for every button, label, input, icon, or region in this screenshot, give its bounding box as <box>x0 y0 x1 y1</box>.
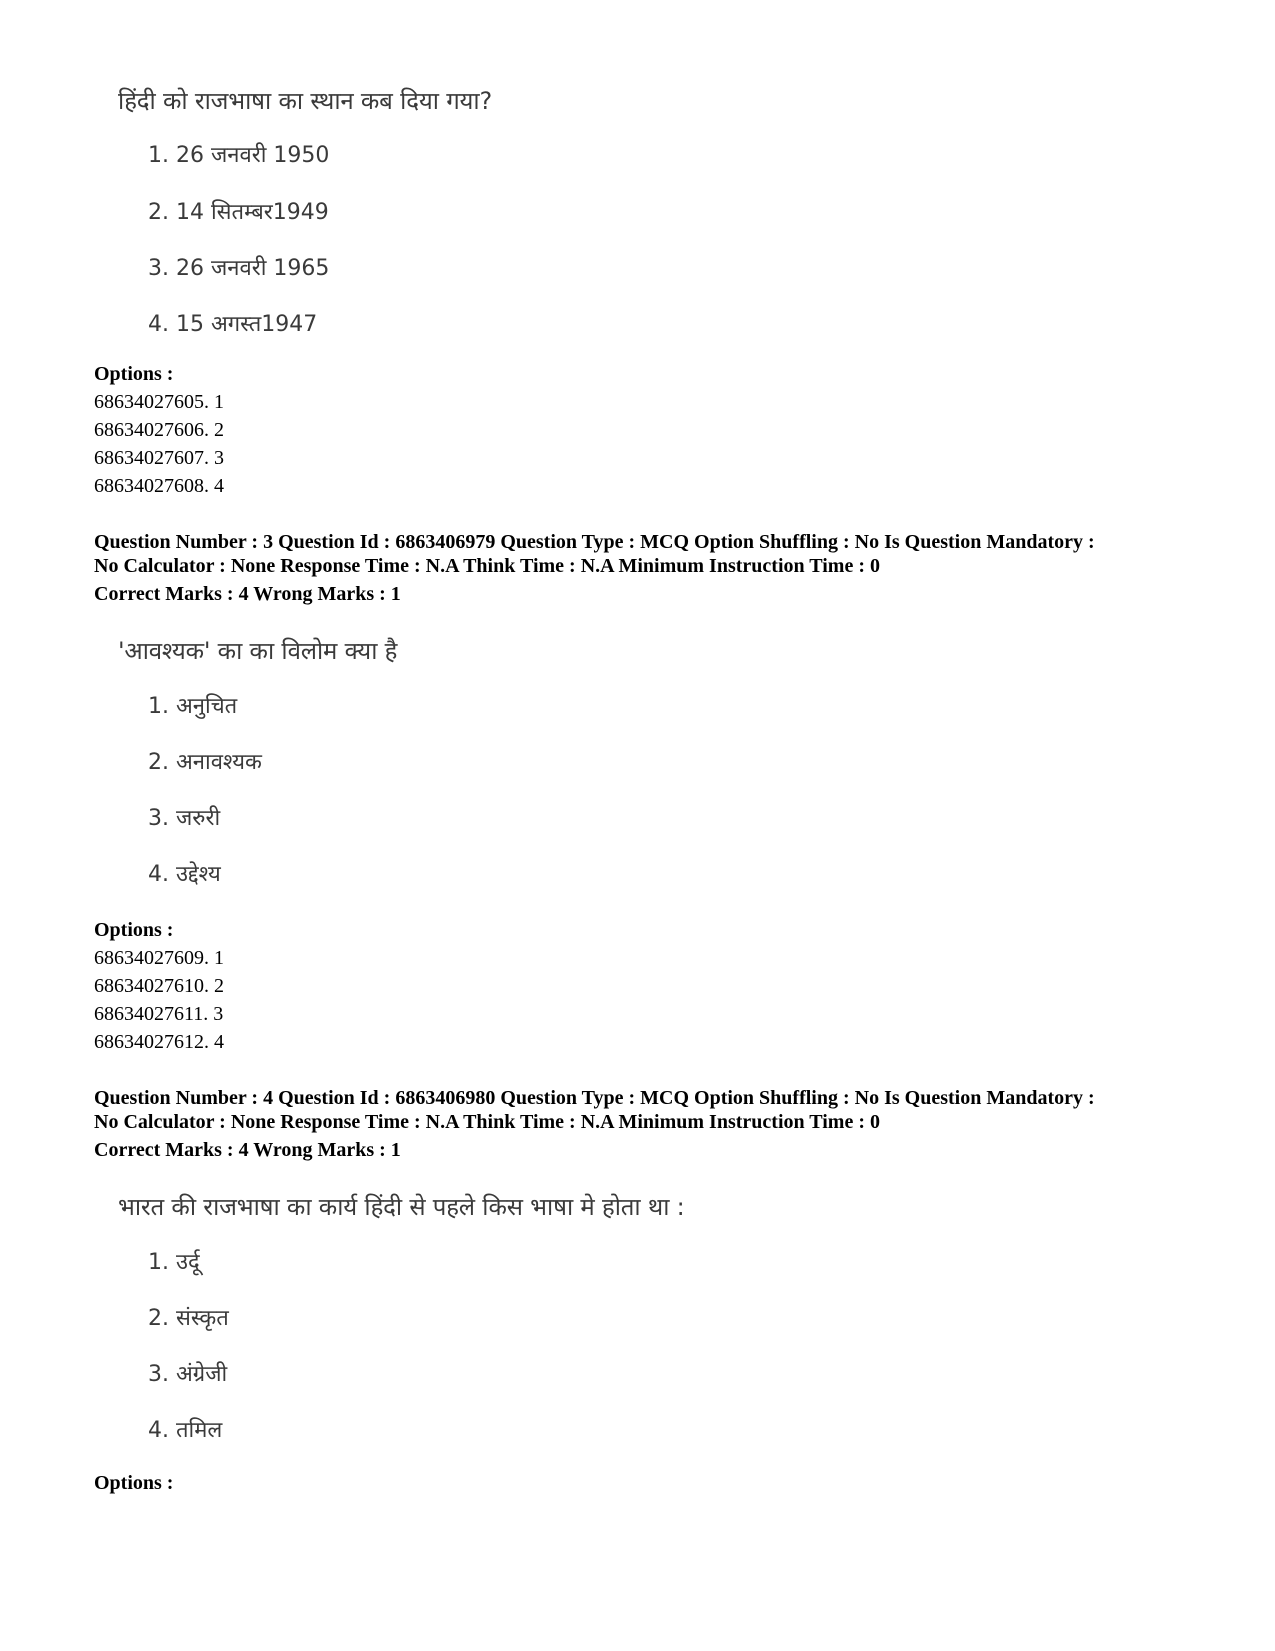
question-3-text: 'आवश्यक' का का विलोम क्या है <box>118 637 398 665</box>
question-3-option-4: 68634027612. 4 <box>94 1031 224 1053</box>
question-4-image <box>118 1192 685 1443</box>
question-4-choice-4: 4. तमिल <box>148 1418 223 1443</box>
question-2-choice-4: 4. 15 अगस्त1947 <box>148 312 318 337</box>
question-3-choice-3: 3. जरुरी <box>148 806 221 831</box>
question-4-meta-line-1: Question Number : 4 Question Id : 6863406980 Question Type : MCQ Option Shuffling : No Is Question Mandatory : <box>94 1087 1095 1109</box>
question-4-meta <box>94 1086 1244 1134</box>
question-4-text: भारत की राजभाषा का कार्य हिंदी से पहले किस भाषा मे होता था : <box>118 1193 685 1221</box>
question-3-choice-1: 1. अनुचित <box>148 694 238 719</box>
question-2-choice-3: 3. 26 जनवरी 1965 <box>148 256 330 281</box>
question-3-image <box>118 636 398 887</box>
question-4-options-label: Options : <box>94 1472 174 1494</box>
question-3-option-2: 68634027610. 2 <box>94 975 224 997</box>
question-3-meta <box>94 530 1244 578</box>
question-4-choice-1: 1. उर्दू <box>148 1250 200 1275</box>
question-4-choice-2: 2. संस्कृत <box>148 1306 229 1331</box>
question-2-option-1: 68634027605. 1 <box>94 391 224 413</box>
question-2-option-2: 68634027606. 2 <box>94 419 224 441</box>
question-2-image <box>118 86 492 337</box>
question-2-choice-2: 2. 14 सितम्बर1949 <box>148 200 329 225</box>
question-3-option-1: 68634027609. 1 <box>94 947 224 969</box>
question-2-choice-1: 1. 26 जनवरी 1950 <box>148 143 330 168</box>
question-2-option-3: 68634027607. 3 <box>94 447 224 469</box>
question-3-options-label: Options : <box>94 919 174 941</box>
question-3-meta-line-1: Question Number : 3 Question Id : 6863406979 Question Type : MCQ Option Shuffling : No Is Question Mandatory : <box>94 531 1095 553</box>
question-3-option-3: 68634027611. 3 <box>94 1003 224 1025</box>
question-2-text: हिंदी को राजभाषा का स्थान कब दिया गया? <box>118 87 492 115</box>
question-4-meta-line-2: No Calculator : None Response Time : N.A Think Time : N.A Minimum Instruction Time : 0 <box>94 1111 880 1133</box>
question-3-choice-4: 4. उद्देश्य <box>148 862 221 887</box>
question-2-options-label: Options : <box>94 363 174 385</box>
question-4-marks: Correct Marks : 4 Wrong Marks : 1 <box>94 1139 401 1161</box>
question-3-meta-line-2: No Calculator : None Response Time : N.A Think Time : N.A Minimum Instruction Time : 0 <box>94 555 880 577</box>
question-3-choice-2: 2. अनावश्यक <box>148 750 262 775</box>
question-2-option-4: 68634027608. 4 <box>94 475 224 497</box>
question-4-choice-3: 3. अंग्रेजी <box>148 1362 228 1387</box>
question-3-marks: Correct Marks : 4 Wrong Marks : 1 <box>94 583 401 605</box>
